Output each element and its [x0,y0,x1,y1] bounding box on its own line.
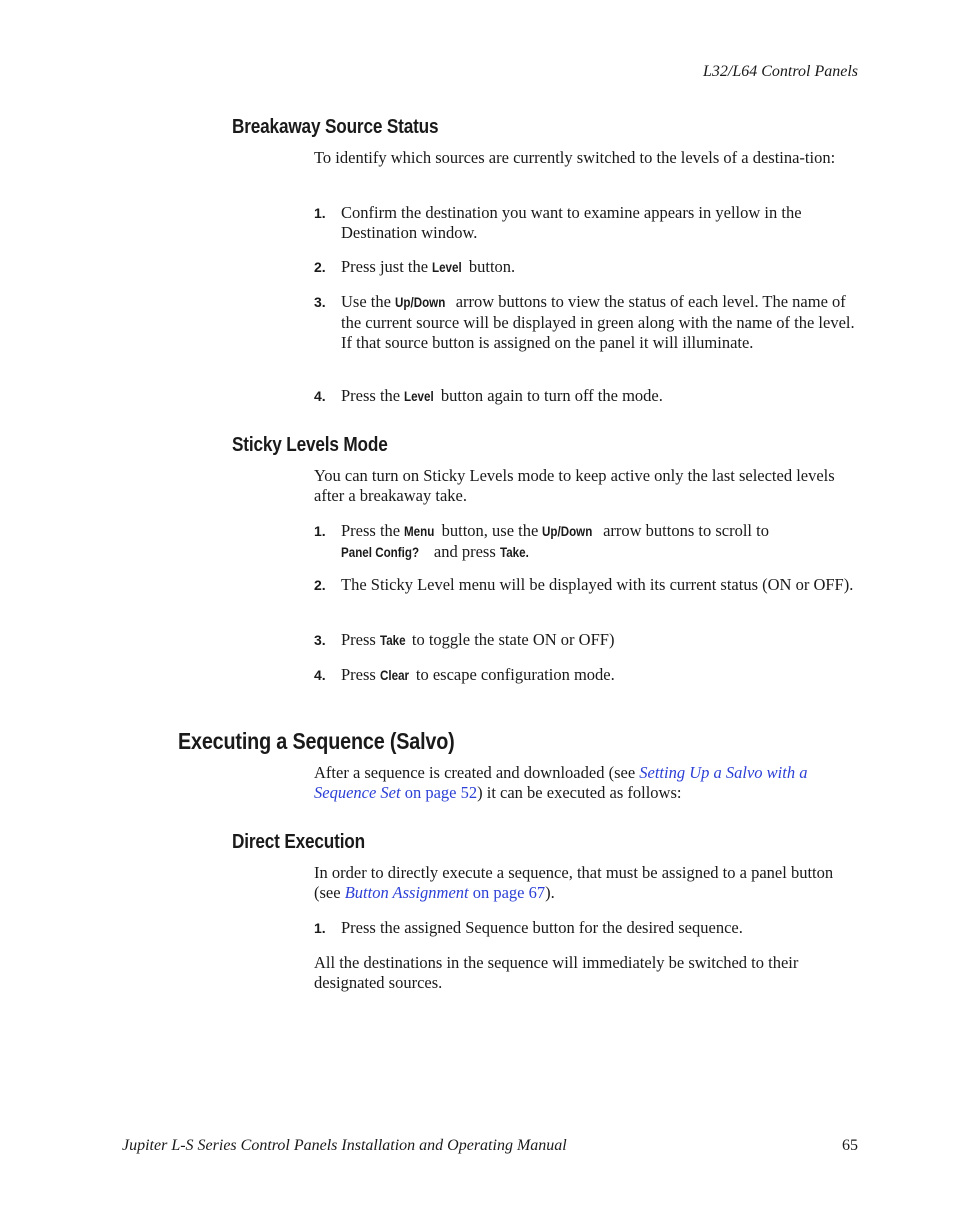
list-item [314,630,860,651]
step-text: Press Clear to escape configuration mode. [341,665,615,684]
list-item [314,521,860,563]
step-number: 2. [314,577,326,593]
step-number: 1. [314,920,326,936]
step-number: 2. [314,259,326,275]
step-text: Press the assigned Sequence button for the desired sequence. [341,918,743,937]
ui-term-up-down: Up/Down [395,295,446,310]
step-text: Press just the Level button. [341,257,516,276]
list-item [314,665,860,686]
step-text: The Sticky Level menu will be displayed with its current status (ON or OFF). [341,575,854,594]
step-text: Press the Menu button, use the Up/Down arrow buttons to scroll to Panel Config? and press Take. [341,521,769,561]
cross-reference-link[interactable]: Button Assignment on page 67 [344,883,546,902]
chapter-heading-executing: Executing a Sequence (Salvo) [178,728,455,754]
ui-term-take: Take. [499,545,529,560]
breakaway-intro: To identify which sources are currently switched to the levels of a destina-tion: [314,148,836,167]
step-text: Use the Up/Down arrow buttons to view the status of each level. The name of the current source will be displayed in green along with the name of the level. If that source button is assigned on the panel it will illuminate. [341,292,855,352]
section-heading-direct: Direct Execution [232,831,365,853]
ui-term-panel-config: Panel Config? [341,545,420,560]
step-number: 1. [314,205,326,221]
list-item [314,292,860,353]
step-number: 1. [314,523,326,539]
cross-reference-link[interactable]: Setting Up a Salvo with a Sequence Set on page 52 [314,763,808,802]
running-header: L32/L64 Control Panels [703,63,858,80]
ui-term-take: Take [379,633,406,648]
list-item [314,203,860,243]
ui-term-level: Level [404,389,434,404]
step-text: Press the Level button again to turn off the mode. [341,386,663,405]
direct-intro: In order to directly execute a sequence, that must be assigned to a panel button (see Button Assignment on page 67). [314,863,834,902]
list-item [314,386,860,407]
direct-closing: All the destinations in the sequence will immediately be switched to their designated sources. [314,953,799,992]
ui-term-menu: Menu [404,524,435,539]
step-text: Confirm the destination you want to examine appears in yellow in the Destination window. [341,203,802,242]
step-number: 4. [314,667,326,683]
ui-term-clear: Clear [379,668,410,683]
page-number: 65 [842,1137,858,1154]
list-item [314,257,860,278]
list-item [314,575,860,595]
executing-intro: After a sequence is created and downloaded (see Setting Up a Salvo with a Sequence Set on page 52) it can be executed as follows: [314,763,808,802]
section-heading-breakaway: Breakaway Source Status [232,116,439,138]
ui-term-up-down: Up/Down [542,524,593,539]
step-number: 3. [314,632,326,648]
ui-term-level: Level [432,260,462,275]
step-number: 4. [314,388,326,404]
step-text: Press Take to toggle the state ON or OFF) [341,630,615,649]
list-item [314,918,860,938]
footer-manual-title: Jupiter L-S Series Control Panels Installation and Operating Manual [122,1137,567,1154]
section-heading-sticky: Sticky Levels Mode [232,434,388,456]
sticky-intro: You can turn on Sticky Levels mode to keep active only the last selected levels after a breakaway take. [314,466,835,505]
step-number: 3. [314,294,326,310]
